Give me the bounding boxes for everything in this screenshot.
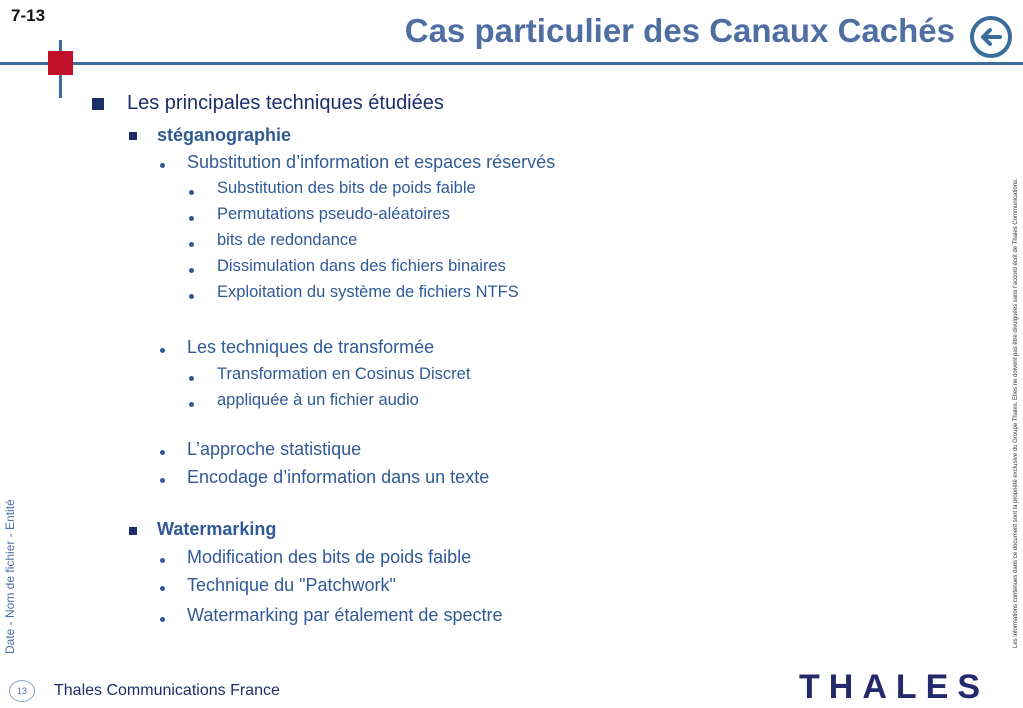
dot-bullet-icon: [189, 376, 194, 381]
list-item: appliquée à un fichier audio: [217, 391, 419, 409]
list-item: Substitution des bits de poids faible: [217, 179, 476, 197]
footer-company: Thales Communications France: [54, 682, 280, 699]
square-bullet-icon: [129, 132, 137, 140]
list-item: Dissimulation dans des fichiers binaires: [217, 257, 506, 275]
list-item: Permutations pseudo-aléatoires: [217, 205, 450, 223]
transform-item: Les techniques de transformée: [187, 337, 435, 357]
watermarking-title: Watermarking: [157, 519, 277, 539]
back-arrow-icon[interactable]: [969, 15, 1013, 59]
dot-bullet-icon: [160, 348, 165, 353]
title-rule: [0, 62, 1023, 65]
square-bullet-icon: [92, 98, 104, 110]
dot-bullet-icon: [189, 216, 194, 221]
statistical-item: L’approche statistique: [187, 439, 362, 459]
substitution-item: Substitution d’information et espaces réservés: [187, 152, 556, 172]
dot-bullet-icon: [160, 450, 165, 455]
list-item: Exploitation du système de fichiers NTFS: [217, 283, 519, 301]
slide-title: Cas particulier des Canaux Cachés: [404, 12, 955, 49]
dot-bullet-icon: [189, 268, 194, 273]
dot-bullet-icon: [160, 586, 165, 591]
red-accent-square: [48, 51, 73, 75]
slide-number: 7-13: [11, 6, 46, 25]
dot-bullet-icon: [160, 617, 165, 622]
list-item: Transformation en Cosinus Discret: [217, 365, 471, 383]
list-item: Technique du "Patchwork": [187, 575, 396, 595]
heading-techniques: Les principales techniques étudiées: [127, 92, 444, 114]
dot-bullet-icon: [160, 163, 165, 168]
list-item: Watermarking par étalement de spectre: [187, 605, 503, 625]
side-footer-text: Date - Nom de fichier - Entité: [3, 499, 17, 654]
dot-bullet-icon: [160, 558, 165, 563]
dot-bullet-icon: [189, 190, 194, 195]
thales-logo: [784, 667, 1004, 703]
confidentiality-notice: Les informations contenues dans ce document sont la propriété exclusive du Groupe Thales. Elles ne doivent pas être divulguées sans l’accord écrit de Thales Communications.: [1013, 178, 1019, 648]
list-item: Modification des bits de poids faible: [187, 547, 472, 567]
list-item: bits de redondance: [217, 231, 358, 249]
page-number-badge: 13: [9, 680, 35, 702]
dot-bullet-icon: [189, 242, 194, 247]
dot-bullet-icon: [160, 478, 165, 483]
dot-bullet-icon: [189, 402, 194, 407]
logo-text: THALES: [799, 668, 989, 703]
dot-bullet-icon: [189, 294, 194, 299]
text-encoding-item: Encodage d’information dans un texte: [187, 467, 490, 487]
square-bullet-icon: [129, 527, 137, 535]
steganography-title: stéganographie: [157, 125, 292, 145]
